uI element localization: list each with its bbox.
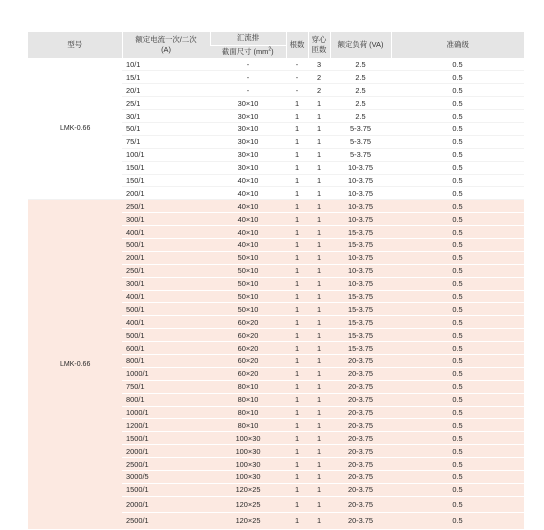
table-row (28, 58, 524, 71)
turns-count-cell: 1 (286, 200, 308, 213)
turns-count-cell: 1 (286, 251, 308, 264)
turns-count-cell: 1 (286, 354, 308, 367)
busbar-size-cell: 50×10 (210, 290, 286, 303)
busbar-size-cell: 120×25 (210, 496, 286, 512)
current-cell: 100/1 (122, 148, 210, 161)
accuracy-cell: 0.5 (391, 71, 524, 84)
turns-count-cell: 1 (286, 238, 308, 251)
turns-count-cell: 1 (286, 367, 308, 380)
busbar-size-cell: 50×10 (210, 277, 286, 290)
rated-load-cell: 15-3.75 (330, 342, 391, 355)
turns-count-cell: 1 (286, 303, 308, 316)
rated-load-cell: 10-3.75 (330, 213, 391, 226)
rated-load-cell: 5-3.75 (330, 122, 391, 135)
through-turns-cell: 1 (308, 513, 330, 529)
busbar-size-cell: 30×10 (210, 161, 286, 174)
current-cell: 1500/1 (122, 483, 210, 496)
through-turns-cell: 1 (308, 187, 330, 200)
current-cell: 600/1 (122, 342, 210, 355)
rated-load-cell: 20-3.75 (330, 483, 391, 496)
current-cell: 1500/1 (122, 432, 210, 445)
accuracy-cell: 0.5 (391, 445, 524, 458)
accuracy-cell: 0.5 (391, 458, 524, 471)
rated-load-cell: 2.5 (330, 110, 391, 123)
busbar-size-cell: 100×30 (210, 471, 286, 484)
rated-load-cell: 20-3.75 (330, 393, 391, 406)
through-turns-cell: 1 (308, 483, 330, 496)
rated-load-cell: 20-3.75 (330, 471, 391, 484)
busbar-size-cell: 60×20 (210, 354, 286, 367)
through-turns-cell: 1 (308, 367, 330, 380)
through-turns-cell: 1 (308, 110, 330, 123)
busbar-size-cell: 50×10 (210, 264, 286, 277)
accuracy-cell: 0.5 (391, 187, 524, 200)
rated-load-cell: 10-3.75 (330, 174, 391, 187)
accuracy-cell: 0.5 (391, 122, 524, 135)
accuracy-cell: 0.5 (391, 329, 524, 342)
rated-load-cell: 15-3.75 (330, 329, 391, 342)
busbar-size-cell: 30×10 (210, 135, 286, 148)
rated-load-cell: 15-3.75 (330, 303, 391, 316)
header-busbar-size-sup: 2 (268, 46, 272, 53)
accuracy-cell: 0.5 (391, 238, 524, 251)
header-rated-current-line1: 额定电流一次/二次 (135, 34, 197, 44)
header-busbar: 汇流排 (210, 32, 286, 45)
through-turns-cell: 2 (308, 84, 330, 97)
through-turns-cell: 1 (308, 135, 330, 148)
turns-count-cell: 1 (286, 419, 308, 432)
accuracy-cell: 0.5 (391, 406, 524, 419)
current-cell: 25/1 (122, 97, 210, 110)
current-cell: 800/1 (122, 354, 210, 367)
turns-count-cell: 1 (286, 393, 308, 406)
busbar-size-cell: 40×10 (210, 200, 286, 213)
through-turns-cell: 1 (308, 354, 330, 367)
accuracy-cell: 0.5 (391, 251, 524, 264)
current-cell: 30/1 (122, 110, 210, 123)
accuracy-cell: 0.5 (391, 290, 524, 303)
current-cell: 20/1 (122, 84, 210, 97)
rated-load-cell: 5-3.75 (330, 135, 391, 148)
current-cell: 1200/1 (122, 419, 210, 432)
busbar-size-cell: 50×10 (210, 251, 286, 264)
turns-count-cell: 1 (286, 264, 308, 277)
turns-count-cell: 1 (286, 174, 308, 187)
through-turns-cell: 1 (308, 97, 330, 110)
turns-count-cell: - (286, 71, 308, 84)
header-busbar-size-text: 截面尺寸 (mm (221, 46, 269, 56)
through-turns-cell: 1 (308, 432, 330, 445)
turns-count-cell: 1 (286, 122, 308, 135)
busbar-size-cell: 40×10 (210, 174, 286, 187)
accuracy-cell: 0.5 (391, 277, 524, 290)
current-cell: 200/1 (122, 251, 210, 264)
turns-count-cell: 1 (286, 290, 308, 303)
through-turns-cell: 1 (308, 148, 330, 161)
turns-count-cell: - (286, 58, 308, 71)
turns-count-cell: 1 (286, 329, 308, 342)
accuracy-cell: 0.5 (391, 471, 524, 484)
current-cell: 400/1 (122, 290, 210, 303)
turns-count-cell: 1 (286, 471, 308, 484)
turns-count-cell: 1 (286, 342, 308, 355)
current-cell: 2000/1 (122, 445, 210, 458)
rated-load-cell: 20-3.75 (330, 496, 391, 512)
through-turns-cell: 1 (308, 174, 330, 187)
turns-count-cell: 1 (286, 483, 308, 496)
rated-load-cell: 10-3.75 (330, 264, 391, 277)
through-turns-cell: 1 (308, 329, 330, 342)
current-cell: 300/1 (122, 213, 210, 226)
accuracy-cell: 0.5 (391, 419, 524, 432)
current-cell: 150/1 (122, 174, 210, 187)
current-cell: 2500/1 (122, 513, 210, 529)
rated-load-cell: 20-3.75 (330, 432, 391, 445)
current-cell: 150/1 (122, 161, 210, 174)
through-turns-cell: 1 (308, 406, 330, 419)
header-through-line2: 匝数 (311, 44, 327, 54)
current-cell: 750/1 (122, 380, 210, 393)
current-cell: 1000/1 (122, 367, 210, 380)
rated-load-cell: 20-3.75 (330, 458, 391, 471)
current-cell: 10/1 (122, 58, 210, 71)
current-cell: 500/1 (122, 329, 210, 342)
through-turns-cell: 1 (308, 316, 330, 329)
rated-load-cell: 15-3.75 (330, 226, 391, 239)
busbar-size-cell: - (210, 58, 286, 71)
model-cell: LMK-0.66 (28, 58, 122, 200)
busbar-size-cell: 80×10 (210, 419, 286, 432)
rated-load-cell: 20-3.75 (330, 380, 391, 393)
rated-load-cell: 20-3.75 (330, 513, 391, 529)
rated-load-cell: 20-3.75 (330, 406, 391, 419)
turns-count-cell: 1 (286, 406, 308, 419)
turns-count-cell: 1 (286, 97, 308, 110)
table-group-1 (28, 58, 524, 200)
rated-load-cell: 2.5 (330, 84, 391, 97)
busbar-size-cell: 40×10 (210, 213, 286, 226)
busbar-size-cell: 30×10 (210, 122, 286, 135)
busbar-size-cell: 60×20 (210, 316, 286, 329)
accuracy-cell: 0.5 (391, 97, 524, 110)
busbar-size-cell: 40×10 (210, 187, 286, 200)
current-cell: 250/1 (122, 200, 210, 213)
busbar-size-cell: - (210, 71, 286, 84)
turns-count-cell: 1 (286, 277, 308, 290)
turns-count-cell: 1 (286, 187, 308, 200)
through-turns-cell: 1 (308, 226, 330, 239)
current-cell: 500/1 (122, 303, 210, 316)
busbar-size-cell: 80×10 (210, 393, 286, 406)
rated-load-cell: 5-3.75 (330, 148, 391, 161)
busbar-size-cell: 100×30 (210, 432, 286, 445)
accuracy-cell: 0.5 (391, 342, 524, 355)
current-cell: 3000/5 (122, 471, 210, 484)
rated-load-cell: 10-3.75 (330, 277, 391, 290)
busbar-size-cell: 50×10 (210, 303, 286, 316)
through-turns-cell: 1 (308, 458, 330, 471)
accuracy-cell: 0.5 (391, 135, 524, 148)
header-through-turns (308, 32, 330, 58)
rated-load-cell: 2.5 (330, 71, 391, 84)
model-cell: LMK-0.66 (28, 200, 122, 529)
busbar-size-cell: 120×25 (210, 483, 286, 496)
rated-load-cell: 10-3.75 (330, 200, 391, 213)
busbar-size-cell: 60×20 (210, 367, 286, 380)
turns-count-cell: 1 (286, 496, 308, 512)
busbar-size-cell: 80×10 (210, 380, 286, 393)
current-cell: 400/1 (122, 226, 210, 239)
turns-count-cell: 1 (286, 226, 308, 239)
accuracy-cell: 0.5 (391, 226, 524, 239)
accuracy-cell: 0.5 (391, 316, 524, 329)
through-turns-cell: 1 (308, 238, 330, 251)
turns-count-cell: - (286, 84, 308, 97)
turns-count-cell: 1 (286, 380, 308, 393)
turns-count-cell: 1 (286, 110, 308, 123)
busbar-size-cell: 80×10 (210, 406, 286, 419)
turns-count-cell: 1 (286, 148, 308, 161)
through-turns-cell: 1 (308, 380, 330, 393)
accuracy-cell: 0.5 (391, 513, 524, 529)
turns-count-cell: 1 (286, 316, 308, 329)
busbar-size-cell: 30×10 (210, 110, 286, 123)
through-turns-cell: 1 (308, 277, 330, 290)
current-cell: 1000/1 (122, 406, 210, 419)
through-turns-cell: 1 (308, 393, 330, 406)
header-busbar-size (210, 45, 286, 58)
turns-count-cell: 1 (286, 513, 308, 529)
turns-count-cell: 1 (286, 458, 308, 471)
busbar-size-cell: 40×10 (210, 238, 286, 251)
rated-load-cell: 15-3.75 (330, 238, 391, 251)
current-cell: 2000/1 (122, 496, 210, 512)
accuracy-cell: 0.5 (391, 264, 524, 277)
through-turns-cell: 1 (308, 419, 330, 432)
through-turns-cell: 1 (308, 251, 330, 264)
rated-load-cell: 2.5 (330, 97, 391, 110)
rated-load-cell: 20-3.75 (330, 354, 391, 367)
header-through-line1: 穿心 (311, 34, 327, 44)
current-cell: 800/1 (122, 393, 210, 406)
through-turns-cell: 1 (308, 303, 330, 316)
through-turns-cell: 1 (308, 213, 330, 226)
current-cell: 300/1 (122, 277, 210, 290)
rated-load-cell: 20-3.75 (330, 367, 391, 380)
table-group-2 (28, 200, 524, 529)
turns-count-cell: 1 (286, 135, 308, 148)
busbar-size-cell: 30×10 (210, 148, 286, 161)
accuracy-cell: 0.5 (391, 84, 524, 97)
spec-table (28, 32, 524, 530)
busbar-size-cell: 100×30 (210, 458, 286, 471)
rated-load-cell: 15-3.75 (330, 316, 391, 329)
turns-count-cell: 1 (286, 161, 308, 174)
rated-load-cell: 10-3.75 (330, 251, 391, 264)
busbar-size-cell: 30×10 (210, 97, 286, 110)
accuracy-cell: 0.5 (391, 161, 524, 174)
accuracy-cell: 0.5 (391, 148, 524, 161)
current-cell: 250/1 (122, 264, 210, 277)
through-turns-cell: 1 (308, 445, 330, 458)
busbar-size-cell: 100×30 (210, 445, 286, 458)
busbar-size-cell: 60×20 (210, 342, 286, 355)
busbar-size-cell: 40×10 (210, 226, 286, 239)
current-cell: 500/1 (122, 238, 210, 251)
accuracy-cell: 0.5 (391, 200, 524, 213)
turns-count-cell: 1 (286, 213, 308, 226)
header-rated-current-line2: (A) (161, 44, 171, 54)
through-turns-cell: 1 (308, 122, 330, 135)
spec-table-container (28, 32, 524, 530)
through-turns-cell: 1 (308, 200, 330, 213)
table-row (28, 200, 524, 213)
accuracy-cell: 0.5 (391, 58, 524, 71)
through-turns-cell: 1 (308, 264, 330, 277)
header-rated-current (122, 32, 210, 58)
accuracy-cell: 0.5 (391, 432, 524, 445)
accuracy-cell: 0.5 (391, 496, 524, 512)
accuracy-cell: 0.5 (391, 174, 524, 187)
through-turns-cell: 1 (308, 161, 330, 174)
header-turns-count: 根数 (286, 32, 308, 58)
accuracy-cell: 0.5 (391, 110, 524, 123)
header-busbar-size-end: ) (271, 46, 274, 56)
current-cell: 400/1 (122, 316, 210, 329)
accuracy-cell: 0.5 (391, 213, 524, 226)
rated-load-cell: 20-3.75 (330, 445, 391, 458)
through-turns-cell: 1 (308, 496, 330, 512)
accuracy-cell: 0.5 (391, 303, 524, 316)
busbar-size-cell: - (210, 84, 286, 97)
through-turns-cell: 3 (308, 58, 330, 71)
table-header (28, 32, 524, 58)
busbar-size-cell: 120×25 (210, 513, 286, 529)
turns-count-cell: 1 (286, 445, 308, 458)
rated-load-cell: 15-3.75 (330, 290, 391, 303)
accuracy-cell: 0.5 (391, 393, 524, 406)
header-rated-load: 额定负荷 (VA) (330, 32, 391, 58)
rated-load-cell: 20-3.75 (330, 419, 391, 432)
accuracy-cell: 0.5 (391, 367, 524, 380)
current-cell: 75/1 (122, 135, 210, 148)
turns-count-cell: 1 (286, 432, 308, 445)
current-cell: 50/1 (122, 122, 210, 135)
current-cell: 200/1 (122, 187, 210, 200)
rated-load-cell: 2.5 (330, 58, 391, 71)
current-cell: 15/1 (122, 71, 210, 84)
rated-load-cell: 10-3.75 (330, 161, 391, 174)
rated-load-cell: 10-3.75 (330, 187, 391, 200)
accuracy-cell: 0.5 (391, 380, 524, 393)
through-turns-cell: 1 (308, 290, 330, 303)
accuracy-cell: 0.5 (391, 483, 524, 496)
header-accuracy: 准确级 (391, 32, 524, 58)
through-turns-cell: 1 (308, 342, 330, 355)
through-turns-cell: 2 (308, 71, 330, 84)
through-turns-cell: 1 (308, 471, 330, 484)
accuracy-cell: 0.5 (391, 354, 524, 367)
current-cell: 2500/1 (122, 458, 210, 471)
busbar-size-cell: 60×20 (210, 329, 286, 342)
header-model: 型号 (28, 32, 122, 58)
